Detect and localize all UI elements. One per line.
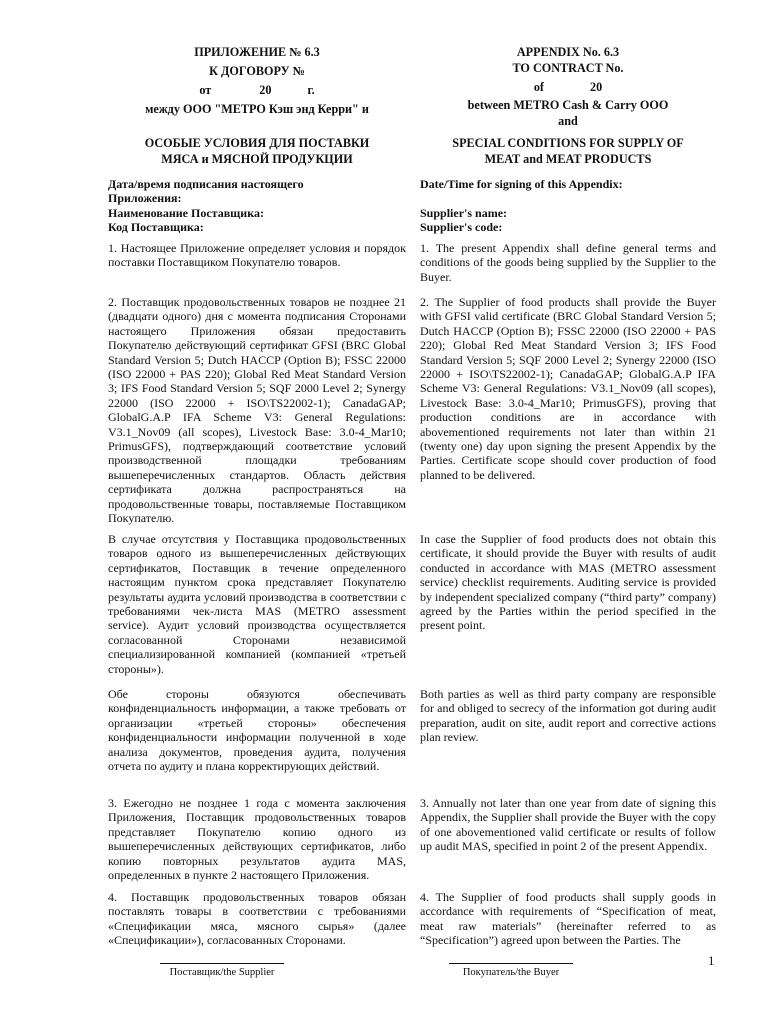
para-2-ru: 2. Поставщик продовольственных товаров не позднее 21 (двадцати одного) дня с момента подписания Сторонами настоящего Приложения обязан предоставить Покупателю действующий сертификат GFSI (BRC Global Standard Version 5; Dutch HACCP (Option B); FSSC 22000 (ISO 22000 + PAS 220); Global Red Meat Standard Version 3; IFS Food Standard Version 5; SQF 2000 Level 2; Synergy 22000 (ISO 22000 + ISO\TS22002-1); CanadaGAP; GlobalG.A.P IFA Scheme V3: General Regulations: V3.1_Nov09 (all scopes), Livestock Base: 3.0-4_Mar10; PrimusGFS), подтверждающий соответствие условий производственной площадки требованиям вышеперечисленных стандартов. Область действия сертификата должна распространяться на продовольственные товары, поставляемые Поставщиком Покупателю. — [108, 295, 406, 526]
para-3-ru: 3. Ежегодно не позднее 1 года с момента заключения Приложения, Поставщик продовольственных товаров представляет Покупателю копию одного из вышеперечисленных действующих сертификатов, либо копию повторных результатов аудита MAS, определенных в пункте 2 настоящего Приложения. — [108, 796, 406, 883]
header-en-and: and — [558, 114, 578, 128]
fields-ru — [108, 177, 406, 235]
header-en-date — [420, 79, 716, 95]
header-ru-date-from: от — [199, 83, 212, 97]
para-4-en: 4. The Supplier of food products shall supply goods in accordance with requirements of “Specification of meat, meat raw materials” (hereinafter referred to as “Specification”) agreed upon between the Parties. The — [420, 890, 716, 948]
title-ru-line1: ОСОБЫЕ УСЛОВИЯ ДЛЯ ПОСТАВКИ — [144, 136, 370, 150]
title-ru — [108, 135, 406, 167]
header-en-date-of: of — [533, 80, 544, 94]
title-ru-line2: МЯСА и МЯСНОЙ ПРОДУКЦИИ — [161, 152, 353, 166]
buyer-signature-label: Покупатель/the Buyer — [462, 967, 560, 978]
supplier-signature-line — [160, 963, 284, 964]
supplier-signature-label: Поставщик/the Supplier — [169, 967, 275, 978]
title-en-line1: SPECIAL CONDITIONS FOR SUPPLY OF — [452, 136, 684, 150]
para-1-ru: 1. Настоящее Приложение определяет условия и порядок поставки Поставщиком Покупателю товаров. — [108, 241, 406, 270]
buyer-signature-line — [449, 963, 573, 964]
header-ru-between: между ООО "МЕТРО Кэш энд Керри" и — [145, 102, 369, 116]
fields-en — [420, 177, 716, 235]
field-en-supplier-code: Supplier's code: — [420, 220, 503, 235]
field-ru-date-line1: Дата/время подписания настоящего — [108, 177, 304, 191]
header-ru — [108, 44, 406, 117]
para-2c-ru: Обе стороны обязуются обеспечивать конфиденциальность информации, а также требовать от организации «третьей стороны» обеспечения конфиденциальности информации полученной в ходе анализа документов, проведения аудита, получения отчета по аудиту и плана корректирующих действий. — [108, 687, 406, 774]
para-1-en: 1. The present Appendix shall define general terms and conditions of the goods being supplied by the Supplier to the Buyer. — [420, 241, 716, 284]
header-en-date-year: 20 — [589, 80, 603, 94]
header-ru-contract: К ДОГОВОРУ № — [209, 64, 305, 78]
field-ru-date-line2: Приложения: — [108, 191, 182, 206]
header-ru-date-year: 20 — [259, 83, 272, 97]
para-2b-en: In case the Supplier of food products does not obtain this certificate, it should provide the Buyer with results of audit conducted in accordance with MAS (METRO assessment service) checklist requirements. Auditing service is provided by independent specialized company (“third party” company) agreed by the Parties within the period specified in the present point. — [420, 532, 716, 633]
field-en-supplier-name: Supplier's name: — [420, 205, 508, 220]
title-en-line2: MEAT and MEAT PRODUCTS — [484, 152, 652, 166]
para-2b-ru: В случае отсутствия у Поставщика продовольственных товаров одного из вышеперечисленных действующих сертификатов, Поставщик в течение определенного настоящим пунктом срока представляет Покупателю результаты аудита условий производства в соответствии с требованиями чек-листа MAS (METRO assessment service). Аудит условий производства осуществляется согласованной Сторонами независимой специализированной компанией (компанией «третьей стороны»). — [108, 532, 406, 676]
header-en-between: between METRO Cash & Carry OOO — [467, 98, 669, 112]
para-2c-en: Both parties as well as third party company are responsible for and obliged to secrecy of the information got during audit preparation, audit on site, audit report and corrective actions plan review. — [420, 687, 716, 745]
header-ru-date-suffix: г. — [307, 83, 315, 97]
header-ru-appendix: ПРИЛОЖЕНИЕ № 6.3 — [194, 45, 320, 59]
page-number: 1 — [708, 953, 715, 968]
field-en-date: Date/Time for signing of this Appendix: — [420, 177, 623, 191]
para-3-en: 3. Annually not later than one year from date of signing this Appendix, the Supplier shall provide the Buyer with the copy of one abovementioned valid certificate or results of follow up audit MAS, specified in point 2 of the present Appendix. — [420, 796, 716, 854]
para-2-en: 2. The Supplier of food products shall provide the Buyer with GFSI valid certificate (BRC Global Standard Version 5; Dutch HACCP (Option B); FSSC 22000 (ISO 22000 + PAS 220); Global Red Meat Standard Version 3; IFS Food Standard Version 5; SQF 2000 Level 2; Synergy 22000 (ISO 22000 + ISO\TS22002-1); CanadaGAP; GlobalG.A.P IFA Scheme V3: General Regulations: V3.1_Nov09 (all scopes), Livestock Base: 3.0-4_Mar10; PrimusGFS), proving that production conditions are in accordance with abovementioned requirements not later than within 21 (twenty one) day upon signing the present Appendix by the Parties. Certificate scope should cover production of food planned to be delivered. — [420, 295, 716, 482]
header-en — [420, 44, 716, 129]
title-en — [420, 135, 716, 167]
header-ru-date — [108, 82, 406, 98]
header-en-contract: TO CONTRACT No. — [512, 61, 624, 75]
field-ru-supplier-code: Код Поставщика: — [108, 220, 204, 235]
para-4-ru: 4. Поставщик продовольственных товаров обязан поставлять товары в соответствии с требованиями «Спецификации мяса, мясного сырья» (далее «Спецификации»), согласованных Сторонами. — [108, 890, 406, 948]
field-ru-supplier-name: Наименование Поставщика: — [108, 205, 264, 220]
header-en-appendix: APPENDIX No. 6.3 — [516, 45, 620, 59]
